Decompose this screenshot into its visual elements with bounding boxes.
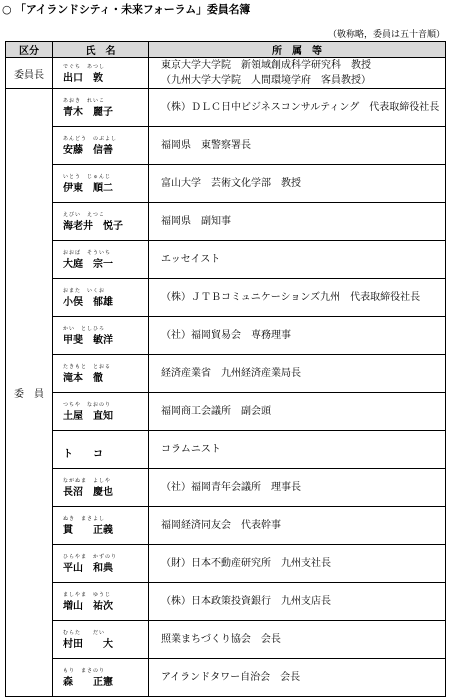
name-reading: つちや なおのり xyxy=(63,402,112,408)
name-cell xyxy=(53,507,149,545)
header-category: 区分 xyxy=(6,42,53,58)
member-name xyxy=(63,553,118,574)
affiliation-cell xyxy=(149,317,446,355)
name-cell xyxy=(53,317,149,355)
name-text: 甲斐 敏洋 xyxy=(63,335,113,346)
table-row xyxy=(6,317,446,355)
member-name xyxy=(63,363,112,384)
table-row xyxy=(6,545,446,583)
affiliation-cell xyxy=(149,58,446,89)
affiliation-cell xyxy=(149,545,446,583)
table-row xyxy=(6,89,446,127)
name-cell xyxy=(53,393,149,431)
name-text: ト コ xyxy=(63,449,103,460)
affiliation-cell xyxy=(149,89,446,127)
name-text: 村田 大 xyxy=(63,639,113,650)
affiliation-text: 福岡県 副知事 xyxy=(161,216,231,227)
name-text: 安藤 信善 xyxy=(63,145,113,156)
name-text: 滝本 徹 xyxy=(63,373,103,384)
name-cell xyxy=(53,241,149,279)
affiliation-text: 照業まちづくり協会 会長 xyxy=(161,634,281,645)
table-row-chair xyxy=(6,58,446,89)
affiliation-text: （株）ＤＬＣ日中ビジネスコンサルティング 代表取締役社長 xyxy=(161,102,440,113)
name-cell xyxy=(53,279,149,317)
header-name: 氏 名 xyxy=(53,42,149,58)
affiliation-text: 東京大学大学院 新領域創成科学研究科 教授 xyxy=(161,60,371,71)
member-name xyxy=(63,477,113,498)
table-row xyxy=(6,203,446,241)
name-text: 長沼 慶也 xyxy=(63,487,113,498)
member-name xyxy=(63,325,113,346)
affiliation-text: 経済産業省 九州経済産業局長 xyxy=(161,368,301,379)
table-row xyxy=(6,659,446,697)
name-cell xyxy=(53,203,149,241)
affiliation-cell xyxy=(149,507,446,545)
name-reading: かい としひろ xyxy=(63,326,106,332)
affiliation-text: （株）ＪＴＢコミュニケーションズ九州 代表取締役社長 xyxy=(161,292,421,303)
name-text: 土屋 直知 xyxy=(63,411,113,422)
affiliation-text: 福岡経済同友会 代表幹事 xyxy=(161,520,281,531)
affiliation-cell xyxy=(149,659,446,697)
member-name xyxy=(63,439,103,460)
member-name xyxy=(63,97,113,118)
name-reading: おまた いくお xyxy=(63,288,106,294)
table-row xyxy=(6,355,446,393)
affiliation-cell xyxy=(149,431,446,469)
name-text: 森 正憲 xyxy=(63,677,113,688)
member-name xyxy=(63,667,113,688)
member-name xyxy=(63,629,113,650)
affiliation-text: コラムニスト xyxy=(161,444,221,455)
header-affiliation: 所 属 等 xyxy=(149,42,446,58)
table-row xyxy=(6,241,446,279)
name-text: 伊東 順二 xyxy=(63,183,113,194)
category-chair: 委員長 xyxy=(6,58,53,89)
affiliation-text: アイランドタワー自治会 会長 xyxy=(161,672,301,683)
affiliation-text: 富山大学 芸術文化学部 教授 xyxy=(161,178,301,189)
name-text: 青木 麗子 xyxy=(63,107,113,118)
member-name xyxy=(63,63,106,84)
name-cell xyxy=(53,355,149,393)
name-text: 出口 敦 xyxy=(63,72,103,84)
table-row xyxy=(6,165,446,203)
name-reading: たきもと とおる xyxy=(63,364,112,370)
page-title: ○ 「アイランドシティ・未来フォーラム」委員名簿 xyxy=(2,3,251,16)
affiliation-cell xyxy=(149,165,446,203)
affiliation-text-secondary: （九州大学大学院 人間環境学府 客員教授） xyxy=(161,75,371,86)
affiliation-cell xyxy=(149,127,446,165)
member-table xyxy=(5,41,446,697)
affiliation-cell xyxy=(149,621,446,659)
member-name xyxy=(63,173,113,194)
name-cell xyxy=(53,58,149,89)
member-name xyxy=(63,515,113,536)
affiliation-text: 福岡県 東警察署長 xyxy=(161,140,251,151)
name-cell xyxy=(53,621,149,659)
affiliation-cell xyxy=(149,469,446,507)
affiliation-cell xyxy=(149,393,446,431)
member-name xyxy=(63,135,118,156)
ordering-note: （敬称略，委員は五十音順） xyxy=(327,30,445,40)
table-row xyxy=(6,393,446,431)
table-header-row xyxy=(6,42,446,58)
member-name xyxy=(63,401,113,422)
name-text: 増山 祐次 xyxy=(63,601,113,612)
name-text: 小俣 郁雄 xyxy=(63,297,113,308)
affiliation-text: （株）日本政策投資銀行 九州支店長 xyxy=(161,596,331,607)
name-reading: ましやま ゆうじ xyxy=(63,592,112,598)
name-reading: あんどう のぶよし xyxy=(63,136,118,142)
name-reading: ながぬま よしや xyxy=(63,478,112,484)
name-text: 貫 正義 xyxy=(63,525,113,536)
affiliation-text: （社）福岡貿易会 専務理事 xyxy=(161,330,291,341)
affiliation-text: （社）福岡青年会議所 理事長 xyxy=(161,482,301,493)
name-reading: いとう じゅんじ xyxy=(63,174,112,180)
name-cell xyxy=(53,583,149,621)
name-reading: もり まさのり xyxy=(63,668,106,674)
member-name xyxy=(63,287,113,308)
affiliation-text: （財）日本不動産研究所 九州支社長 xyxy=(161,558,331,569)
affiliation-cell xyxy=(149,203,446,241)
table-row xyxy=(6,431,446,469)
name-cell xyxy=(53,165,149,203)
affiliation-cell xyxy=(149,355,446,393)
name-cell xyxy=(53,469,149,507)
name-text: 海老井 悦子 xyxy=(63,221,123,232)
name-reading: むらた だい xyxy=(63,630,106,636)
category-members: 委 員 xyxy=(6,89,53,697)
name-cell xyxy=(53,659,149,697)
name-cell xyxy=(53,127,149,165)
name-reading: あおき れいこ xyxy=(63,98,106,104)
name-reading: でぐち あつし xyxy=(63,63,106,70)
affiliation-cell xyxy=(149,583,446,621)
table-row xyxy=(6,127,446,165)
table-row xyxy=(6,279,446,317)
member-name xyxy=(63,591,113,612)
table-row xyxy=(6,507,446,545)
affiliation-text: エッセイスト xyxy=(161,254,221,265)
table-row xyxy=(6,621,446,659)
name-reading: えびい えつこ xyxy=(63,212,105,218)
name-text: 大庭 宗一 xyxy=(63,259,113,270)
affiliation-text: 福岡商工会議所 副会頭 xyxy=(161,406,271,417)
member-name xyxy=(63,211,123,232)
name-text: 平山 和典 xyxy=(63,563,113,574)
affiliation-cell xyxy=(149,241,446,279)
name-cell xyxy=(53,89,149,127)
affiliation-cell xyxy=(149,279,446,317)
member-name xyxy=(63,249,113,270)
name-cell xyxy=(53,545,149,583)
name-cell xyxy=(53,431,149,469)
name-reading: ぬき まさよし xyxy=(63,516,106,522)
table-row xyxy=(6,469,446,507)
name-reading: おおば そういち xyxy=(63,250,112,256)
table-row xyxy=(6,583,446,621)
name-reading: ひらやま かずのり xyxy=(63,554,118,560)
